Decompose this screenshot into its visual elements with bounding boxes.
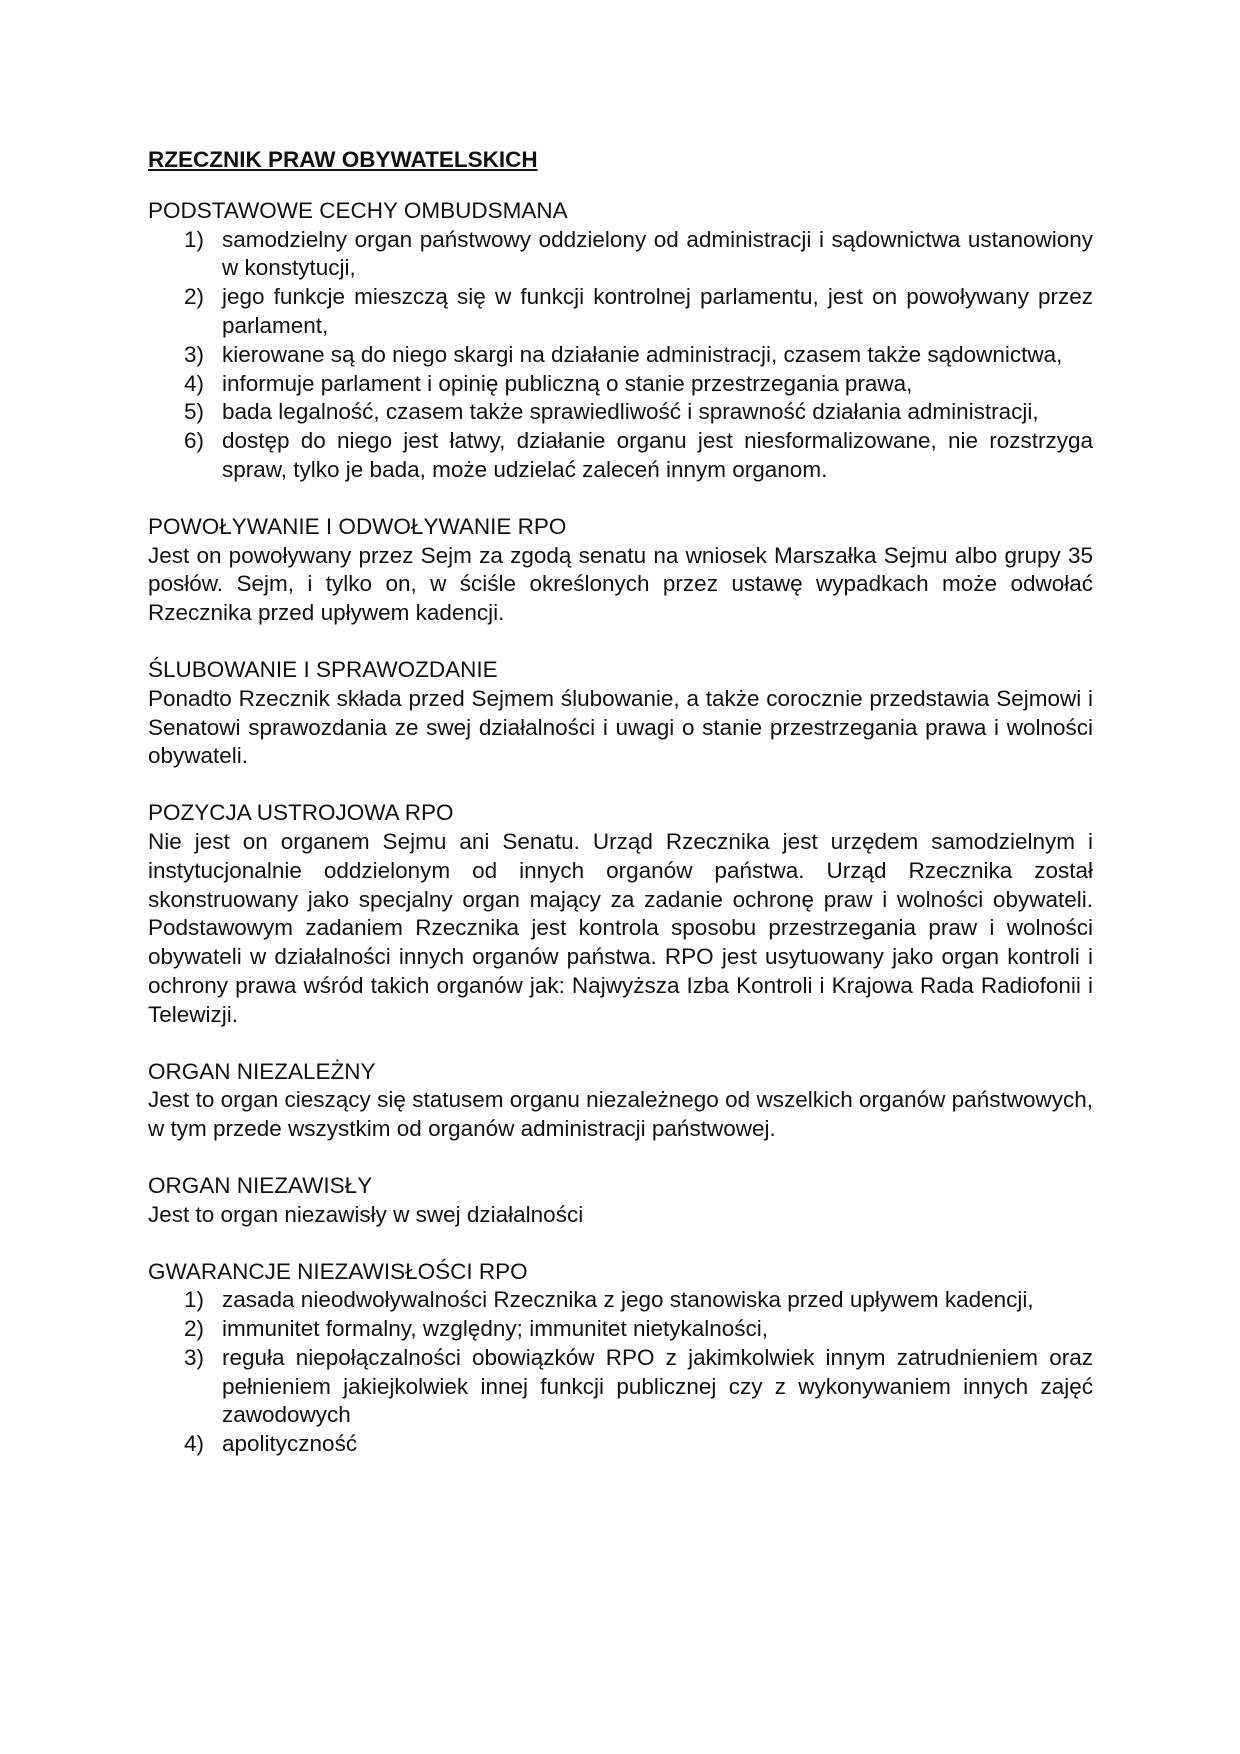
list-item (148, 341, 1093, 370)
list-number: 3) (184, 341, 205, 367)
section-heading: PODSTAWOWE CECHY OMBUDSMANA (148, 197, 568, 223)
document-title: RZECZNIK PRAW OBYWATELSKICH (148, 147, 538, 172)
section-paragraph: Jest to organ cieszący się statusem organu niezależnego od wszelkich organów państwowych, w tym przede wszystkim od organów administracji państwowej. (148, 1087, 1093, 1142)
numbered-list (148, 1286, 1093, 1459)
list-item (148, 1430, 1093, 1459)
section-gwarancje (148, 1258, 1093, 1460)
list-number: 5) (184, 399, 205, 425)
section-organ-niezawisly (148, 1172, 1093, 1230)
list-number: 3) (184, 1344, 205, 1370)
list-text: zasada nieodwoływalności Rzecznika z jego stanowiska przed upływem kadencji, (222, 1287, 1034, 1313)
numbered-list (148, 226, 1093, 485)
list-text: dostęp do niego jest łatwy, działanie organu jest niesformalizowane, nie rozstrzyga spraw, tylko je bada, może udzielać zaleceń innym organom. (222, 428, 1093, 482)
section-powolywanie (148, 513, 1093, 628)
list-item (148, 398, 1093, 427)
list-number: 4) (184, 1431, 205, 1457)
document-page (148, 146, 1093, 1487)
list-number: 6) (184, 428, 205, 454)
list-text: reguła niepołączalności obowiązków RPO z jakimkolwiek innym zatrudnieniem oraz pełnieniem jakiejkolwiek innej funkcji publicznej czy z wykonywaniem innych zajęć zawodowych (222, 1344, 1093, 1428)
list-item (148, 370, 1093, 399)
list-number: 4) (184, 370, 205, 396)
section-paragraph: Jest on powoływany przez Sejm za zgodą senatu na wniosek Marszałka Sejmu albo grupy 35 posłów. Sejm, i tylko on, w ściśle określonych przez ustawę wypadkach może odwołać Rzecznika przed upływem kadencji. (148, 542, 1093, 626)
list-number: 2) (184, 284, 205, 310)
section-paragraph: Ponadto Rzecznik składa przed Sejmem ślubowanie, a także corocznie przedstawia Sejmowi i Senatowi sprawozdania ze swej działalności i uwagi o stanie przestrzegania prawa i wolności obywateli. (148, 685, 1093, 769)
section-heading: ORGAN NIEZALEŻNY (148, 1058, 376, 1084)
list-number: 2) (184, 1316, 205, 1342)
list-number: 1) (184, 226, 205, 252)
section-heading: ORGAN NIEZAWISŁY (148, 1172, 373, 1198)
section-paragraph: Jest to organ niezawisły w swej działalności (148, 1201, 584, 1227)
section-podstawowe-cechy (148, 197, 1093, 485)
list-item (148, 283, 1093, 341)
list-number: 1) (184, 1287, 205, 1313)
list-item (148, 1286, 1093, 1315)
list-item (148, 226, 1093, 284)
list-text: bada legalność, czasem także sprawiedliwość i sprawność działania administracji, (222, 399, 1039, 425)
list-item (148, 1315, 1093, 1344)
section-heading: POZYCJA USTROJOWA RPO (148, 800, 454, 826)
list-text: informuje parlament i opinię publiczną o stanie przestrzegania prawa, (222, 370, 913, 396)
section-paragraph: Nie jest on organem Sejmu ani Senatu. Urząd Rzecznika jest urzędem samodzielnym i instytucjonalnie oddzielonym od innych organów państwa. Urząd Rzecznika został skonstruowany jako specjalny organ mający za zadanie ochronę praw i wolności obywateli. Podstawowym zadaniem Rzecznika jest kontrola sposobu przestrzegania praw i wolności obywateli w działalności innych organów państwa. RPO jest usytuowany jako organ kontroli i ochrony prawa wśród takich organów jak: Najwyższa Izba Kontroli i Krajowa Rada Radiofonii i Telewizji. (148, 828, 1093, 1027)
list-text: apolityczność (222, 1431, 358, 1457)
section-heading: POWOŁYWANIE I ODWOŁYWANIE RPO (148, 513, 567, 539)
section-heading: GWARANCJE NIEZAWISŁOŚCI RPO (148, 1258, 528, 1284)
list-text: immunitet formalny, względny; immunitet nietykalności, (222, 1316, 769, 1342)
section-heading: ŚLUBOWANIE I SPRAWOZDANIE (148, 656, 498, 682)
section-pozycja-ustrojowa (148, 799, 1093, 1029)
list-item (148, 427, 1093, 485)
list-text: jego funkcje mieszczą się w funkcji kontrolnej parlamentu, jest on powoływany przez parlament, (222, 284, 1093, 338)
list-item (148, 1344, 1093, 1430)
section-slubowanie (148, 656, 1093, 771)
section-organ-niezalezny (148, 1058, 1093, 1144)
list-text: kierowane są do niego skargi na działanie administracji, czasem także sądownictwa, (222, 341, 1063, 367)
list-text: samodzielny organ państwowy oddzielony od administracji i sądownictwa ustanowiony w konstytucji, (222, 226, 1093, 281)
